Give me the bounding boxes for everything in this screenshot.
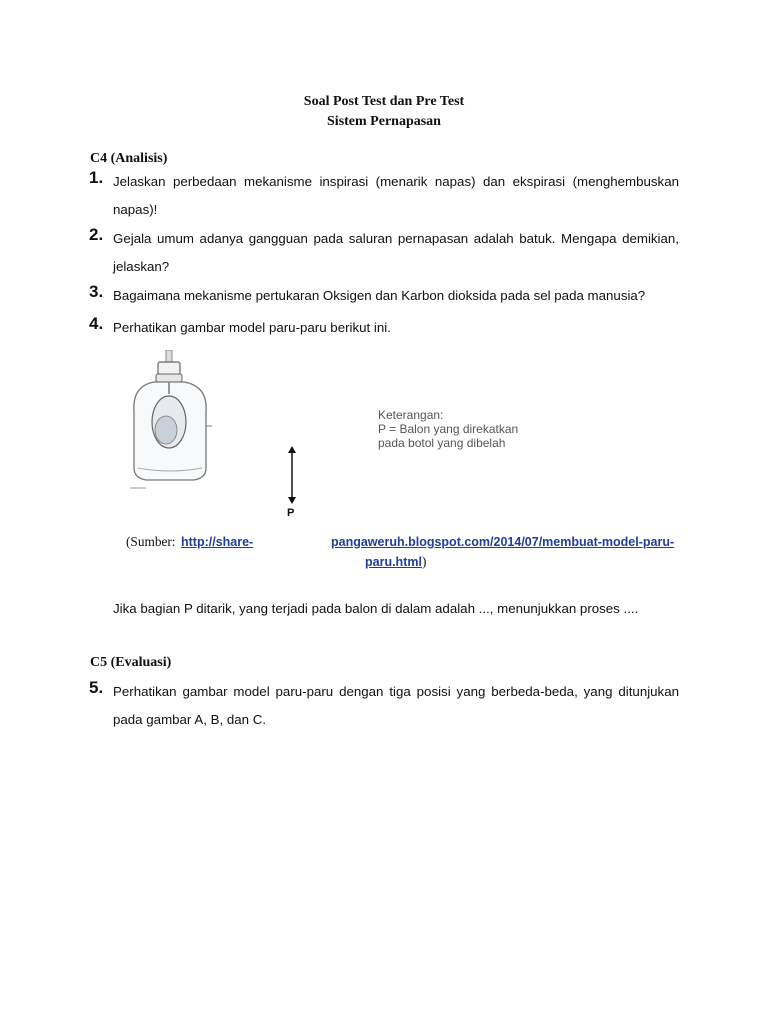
- question-1: [89, 168, 679, 224]
- source-link-part-3[interactable]: paru.html: [365, 555, 422, 569]
- source-prefix: (Sumber:: [126, 534, 176, 549]
- question-2: [89, 225, 679, 281]
- source-link-part-1[interactable]: http://share-: [181, 535, 254, 549]
- question-4: [89, 314, 679, 342]
- question-text: Perhatikan gambar model paru-paru berikut ini.: [113, 320, 391, 335]
- source-suffix: ): [421, 554, 427, 569]
- question-3: [89, 282, 679, 310]
- section-heading-c4: C4 (Analisis): [90, 151, 168, 166]
- question-text: Bagaimana mekanisme pertukaran Oksigen dan Karbon dioksida pada sel pada manusia?: [113, 288, 646, 303]
- lung-model-illustration: [124, 350, 224, 492]
- question-4-followup: Jika bagian P ditarik, yang terjadi pada balon di dalam adalah ..., menunjukkan proses ....: [113, 601, 639, 616]
- source-link-part-2[interactable]: pangaweruh.blogspot.com/2014/07/membuat-model-paru-: [331, 535, 675, 549]
- question-number: 4.: [89, 314, 104, 333]
- question-number: 1.: [89, 168, 104, 187]
- legend-line-2: pada botol yang dibelah: [378, 436, 506, 450]
- question-text: Gejala umum adanya gangguan pada saluran pernapasan adalah batuk. Mengapa demikian, jelaskan?: [113, 231, 679, 274]
- legend-line-1: P = Balon yang direkatkan: [378, 422, 519, 436]
- question-text: Perhatikan gambar model paru-paru dengan tiga posisi yang berbeda-beda, yang ditunjukan pada gambar A, B, dan C.: [113, 684, 679, 727]
- document-subtitle: Sistem Pernapasan: [327, 114, 441, 129]
- figure-legend: [378, 408, 518, 450]
- question-number: 2.: [89, 225, 104, 244]
- section-heading-c5: C5 (Evaluasi): [90, 655, 172, 670]
- question-text: Jelaskan perbedaan mekanisme inspirasi (menarik napas) dan ekspirasi (menghembuskan napas)!: [113, 174, 679, 217]
- question-5: [89, 678, 679, 734]
- source-line-2: [365, 554, 426, 570]
- figure-p-label: P: [287, 507, 295, 519]
- legend-title: Keterangan:: [378, 408, 444, 422]
- double-arrow-icon: [284, 446, 300, 504]
- question-number: 5.: [89, 678, 104, 697]
- document-title: Soal Post Test dan Pre Test: [303, 94, 465, 109]
- question-number: 3.: [89, 282, 104, 301]
